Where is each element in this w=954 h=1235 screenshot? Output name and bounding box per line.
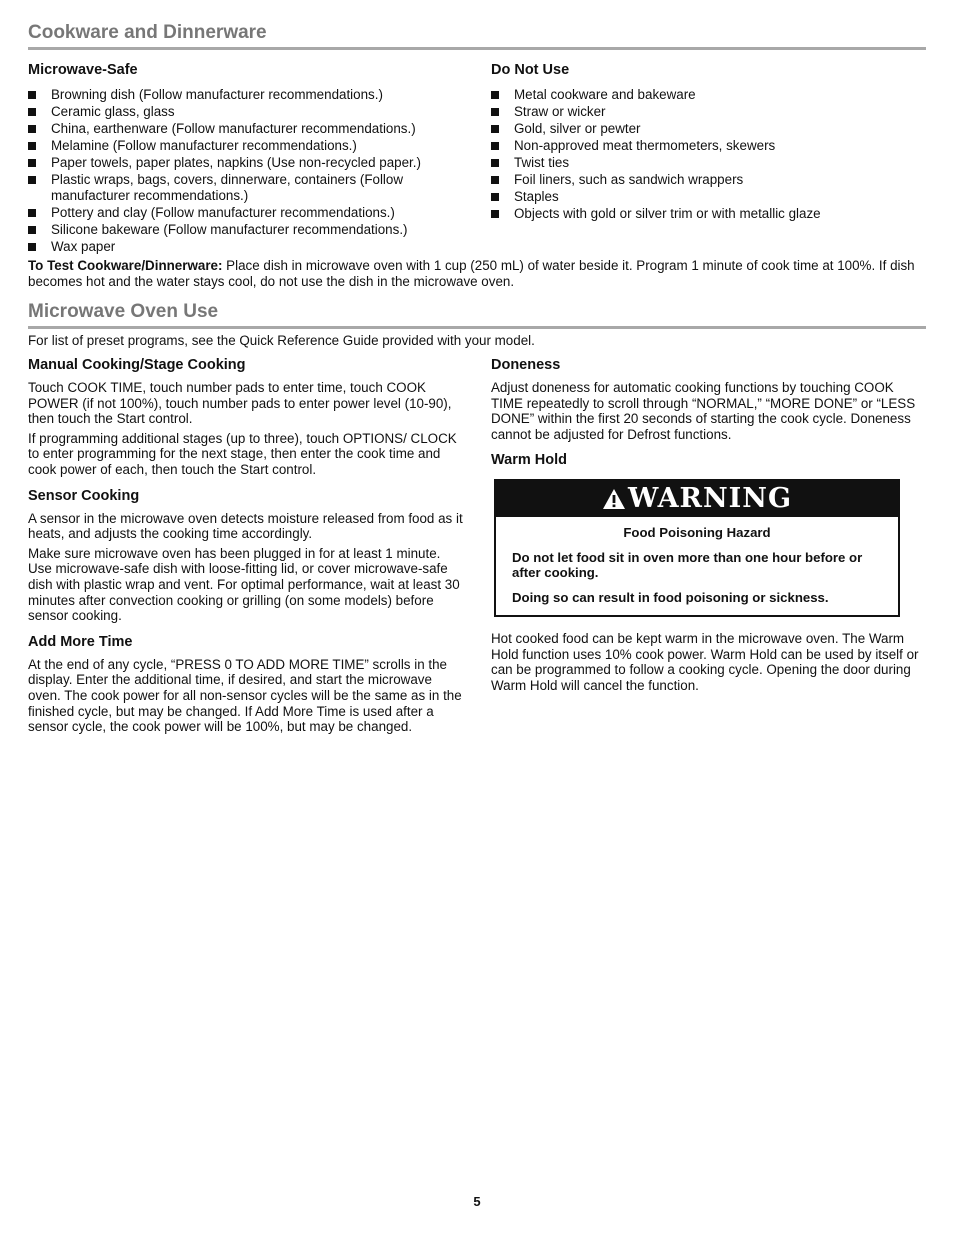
sensor-cooking-paragraph-2: Make sure microwave oven has been plugged in for at least 1 minute. Use microwave-safe dish with loose-fitting lid, or cover microwave-safe dish with plastic wrap and vent. For optimal performance, wait at least 30 minutes after convection cooking or grilling (on some models) before sensor cooking. — [28, 545, 460, 624]
section-title-cookware: Cookware and Dinnerware — [28, 22, 926, 50]
microwave-safe-item — [28, 87, 468, 103]
add-more-time-paragraph: At the end of any cycle, “PRESS 0 TO ADD MORE TIME” scrolls in the display. Enter the additional time, if desired, and start the microwave oven. The cook power for all non-sensor cycles will be the same as in the finished cycle, but may be changed. If Add More Time is used after a sensor cycle, the cook power will be 100%, but may be changed. — [28, 656, 462, 735]
microwave-safe-item — [28, 121, 468, 137]
do-not-use-item-text: Staples — [514, 189, 559, 204]
square-bullet-icon — [28, 209, 36, 217]
microwave-safe-item-text: Browning dish (Follow manufacturer recommendations.) — [51, 87, 383, 102]
do-not-use-item — [491, 189, 921, 205]
microwave-safe-item-text: Silicone bakeware (Follow manufacturer recommendations.) — [51, 221, 408, 237]
do-not-use-item — [491, 138, 921, 154]
warning-header — [496, 481, 898, 517]
microwave-safe-item — [28, 104, 468, 120]
square-bullet-icon — [28, 159, 36, 167]
square-bullet-icon — [28, 243, 36, 251]
square-bullet-icon — [491, 193, 499, 201]
oven-use-left-column — [28, 357, 464, 739]
microwave-safe-item-text: Melamine (Follow manufacturer recommendations.) — [51, 138, 357, 153]
square-bullet-icon — [28, 125, 36, 133]
manual-cooking-paragraph-1: Touch COOK TIME, touch number pads to enter time, touch COOK POWER (if not 100%), touch number pads to enter power level (10-90), then touch the Start control. — [28, 380, 452, 427]
microwave-safe-list — [28, 87, 468, 254]
do-not-use-item-text: Objects with gold or silver trim or with metallic glaze — [514, 206, 821, 221]
do-not-use-item — [491, 155, 921, 171]
microwave-safe-item — [28, 205, 468, 221]
section-title-oven-use: Microwave Oven Use — [28, 301, 926, 329]
square-bullet-icon — [28, 226, 36, 234]
test-cookware-text: Place dish in microwave oven with 1 cup (250 mL) of water beside it. Program 1 minute of cook time at 100%. If dish becomes hot and the water stays cool, do not use the dish in the microwave oven. — [28, 258, 915, 289]
manual-cooking-heading: Manual Cooking/Stage Cooking — [28, 357, 246, 373]
warning-body — [496, 517, 898, 605]
microwave-safe-item-text: China, earthenware (Follow manufacturer recommendations.) — [51, 121, 416, 136]
microwave-safe-item-text: Pottery and clay (Follow manufacturer recommendations.) — [51, 204, 395, 220]
microwave-safe-item-text: Plastic wraps, bags, covers, dinnerware, containers (Follow manufacturer recommendations.) — [51, 172, 404, 203]
microwave-safe-item — [28, 155, 468, 171]
square-bullet-icon — [28, 91, 36, 99]
do-not-use-item-text: Metal cookware and bakeware — [514, 87, 696, 102]
doneness-heading: Doneness — [491, 357, 561, 373]
page-number: 5 — [473, 1194, 481, 1209]
warning-box — [494, 479, 900, 617]
square-bullet-icon — [491, 91, 499, 99]
do-not-use-item — [491, 172, 921, 188]
oven-use-intro: For list of preset programs, see the Quick Reference Guide provided with your model. — [28, 333, 535, 348]
sensor-cooking-heading: Sensor Cooking — [28, 487, 140, 504]
do-not-use-item — [491, 87, 921, 103]
microwave-safe-item — [28, 222, 468, 238]
manual-cooking-paragraph-2: If programming additional stages (up to three), touch OPTIONS/ CLOCK to enter programming for the next stage, then enter the cook time and cook power of each, then touch the Start control. — [28, 430, 457, 477]
microwave-safe-item — [28, 138, 468, 154]
warning-line-2: Doing so can result in food poisoning or sickness. — [512, 589, 829, 605]
square-bullet-icon — [28, 142, 36, 150]
microwave-safe-item-text: Ceramic glass, glass — [51, 104, 175, 119]
square-bullet-icon — [491, 159, 499, 167]
do-not-use-item — [491, 206, 921, 222]
warm-hold-paragraph: Hot cooked food can be kept warm in the microwave oven. The Warm Hold function uses 10% cook power. Warm Hold can be used by itself or can be programmed to follow a cooking cycle. Opening the door during Warm Hold will cancel the function. — [491, 631, 919, 693]
square-bullet-icon — [491, 125, 499, 133]
microwave-safe-column — [28, 62, 468, 256]
doneness-paragraph: Adjust doneness for automatic cooking functions by touching COOK TIME repeatedly to scroll through “NORMAL,” “MORE DONE” or “LESS DONE” within the first 20 seconds of starting the cook cycle. Doneness cannot be adjusted for Defrost functions. — [491, 380, 916, 442]
square-bullet-icon — [28, 108, 36, 116]
square-bullet-icon — [491, 210, 499, 218]
test-cookware-paragraph — [28, 258, 926, 289]
do-not-use-item-text: Foil liners, such as sandwich wrappers — [514, 172, 744, 187]
microwave-safe-item — [28, 239, 468, 255]
do-not-use-heading: Do Not Use — [491, 62, 570, 78]
do-not-use-column — [491, 62, 921, 223]
test-cookware-label: To Test Cookware/Dinnerware: — [28, 258, 223, 273]
warning-triangle-icon — [602, 488, 626, 510]
square-bullet-icon — [28, 176, 36, 184]
microwave-safe-item — [28, 172, 468, 203]
do-not-use-item-text: Twist ties — [514, 155, 570, 170]
microwave-safe-item-text: Wax paper — [51, 238, 116, 254]
warm-hold-heading: Warm Hold — [491, 452, 567, 469]
warning-line-1: Do not let food sit in oven more than one hour before or after cooking. — [512, 549, 863, 581]
warning-word: WARNING — [627, 483, 793, 515]
square-bullet-icon — [491, 176, 499, 184]
square-bullet-icon — [491, 142, 499, 150]
microwave-safe-heading: Microwave-Safe — [28, 62, 138, 78]
do-not-use-item-text: Non-approved meat thermometers, skewers — [514, 138, 776, 153]
oven-use-right-column — [491, 357, 919, 469]
do-not-use-list — [491, 87, 921, 222]
do-not-use-item-text: Straw or wicker — [514, 104, 606, 119]
do-not-use-item — [491, 104, 921, 120]
warning-hazard-title: Food Poisoning Hazard — [623, 525, 771, 540]
microwave-safe-item-text: Paper towels, paper plates, napkins (Use non-recycled paper.) — [51, 155, 421, 170]
do-not-use-item-text: Gold, silver or pewter — [514, 121, 641, 136]
do-not-use-item — [491, 121, 921, 137]
add-more-time-heading: Add More Time — [28, 633, 133, 650]
sensor-cooking-paragraph-1: A sensor in the microwave oven detects moisture released from food as it heats, and adjusts the cooking time accordingly. — [28, 510, 463, 542]
square-bullet-icon — [491, 108, 499, 116]
